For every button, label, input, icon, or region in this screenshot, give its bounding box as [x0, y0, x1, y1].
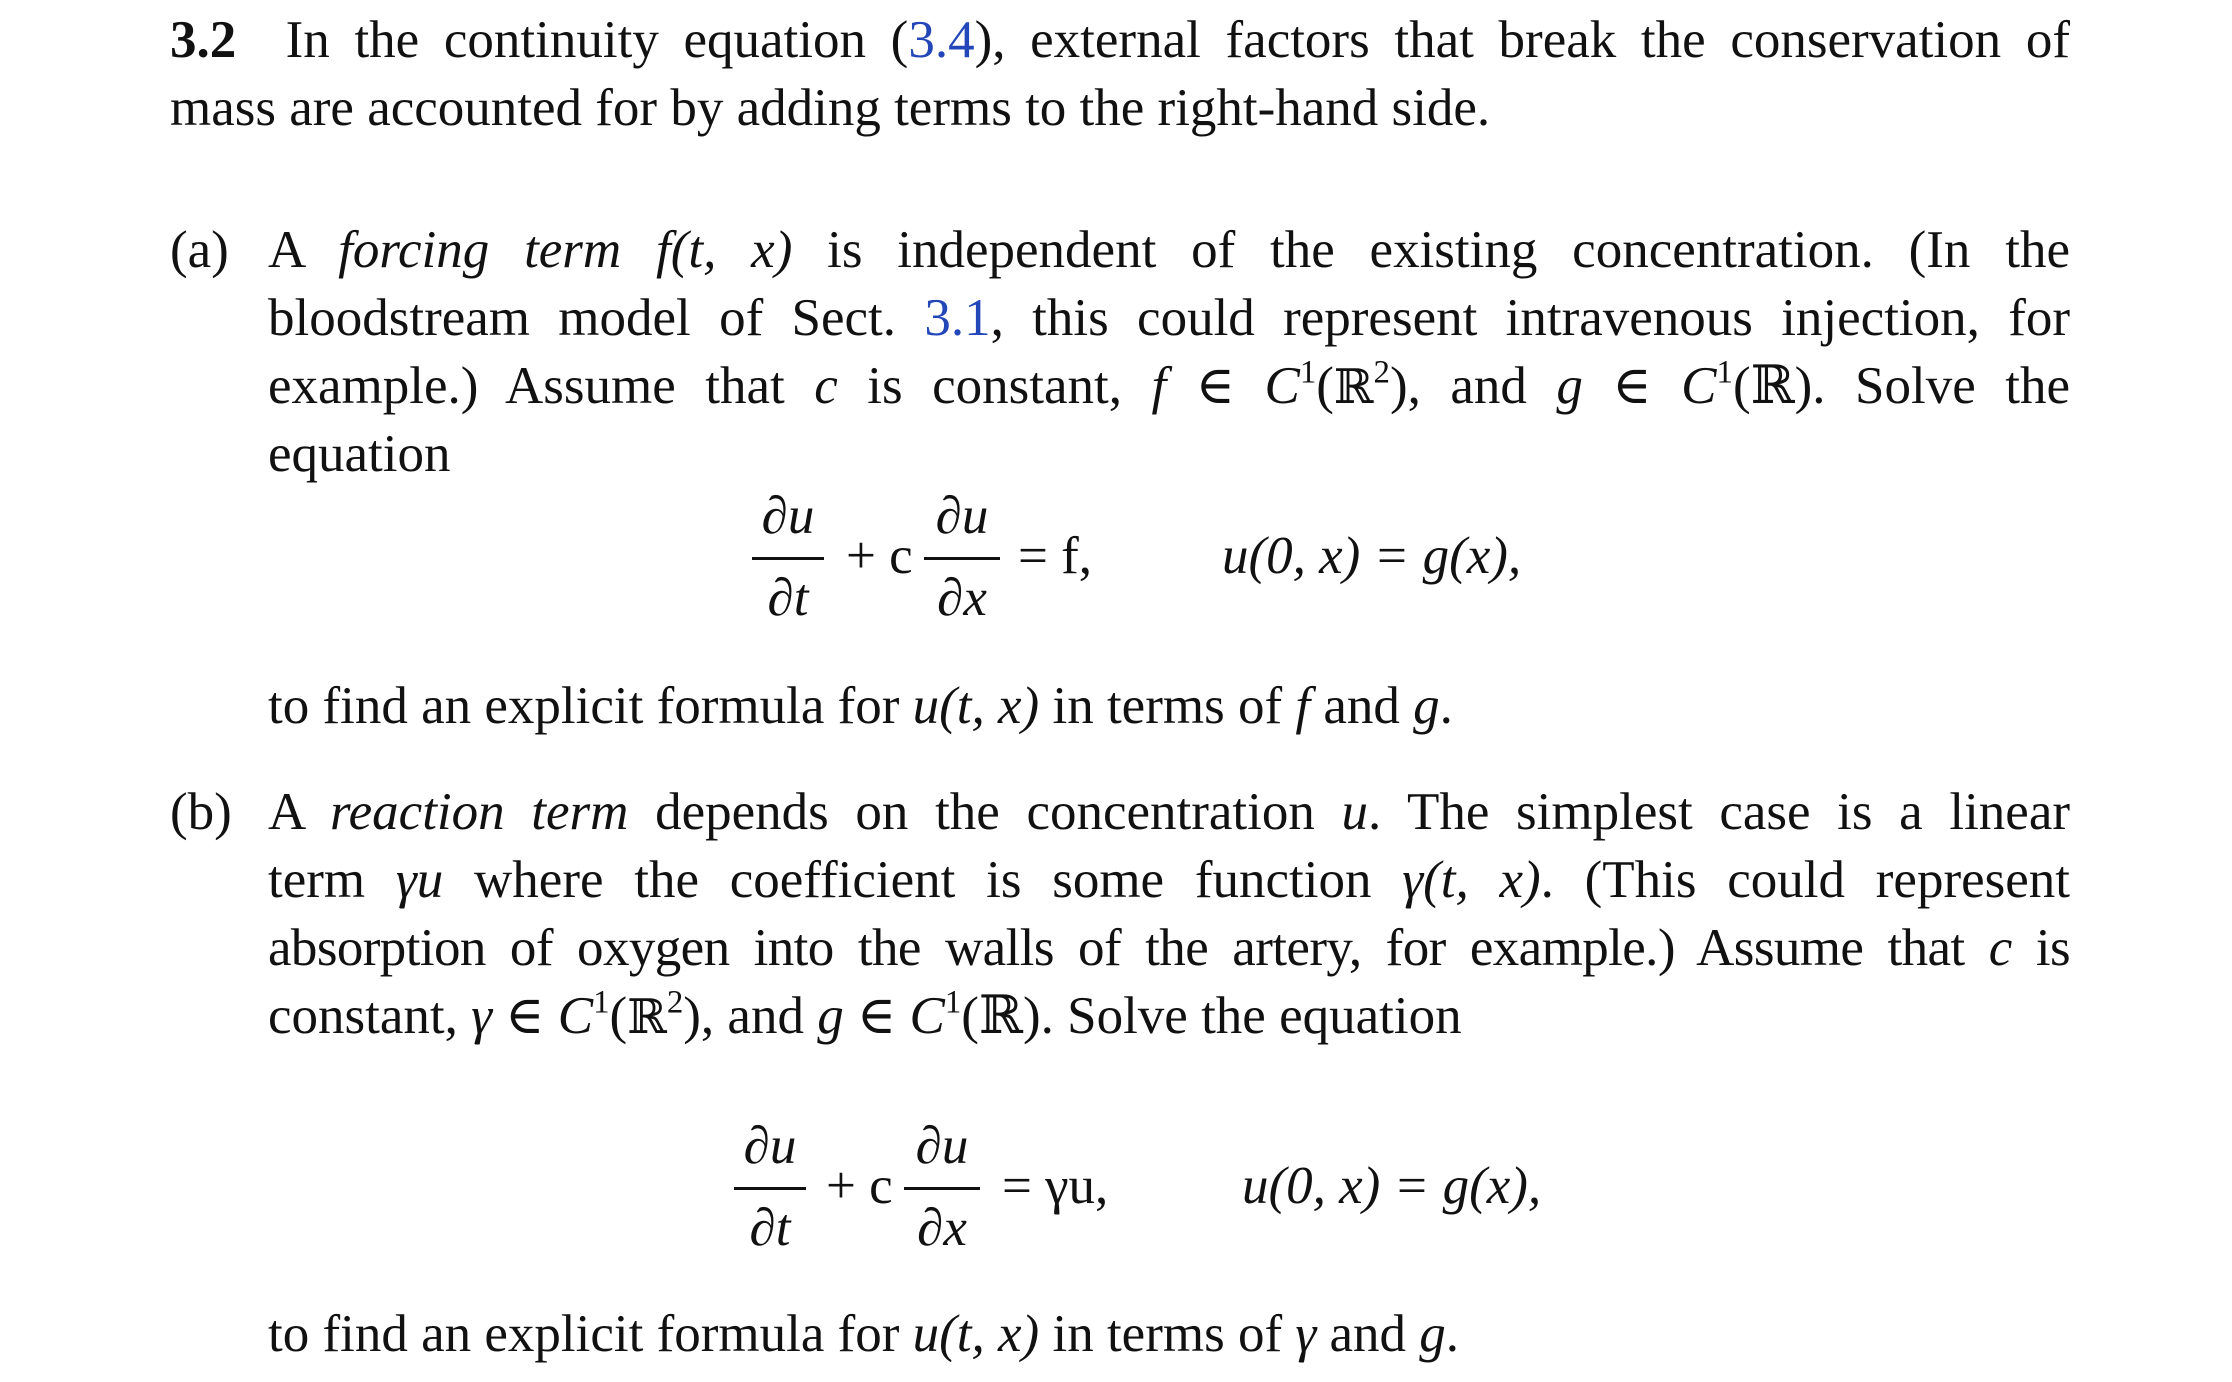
fraction-du-dx-a: ∂u ∂x	[924, 490, 1000, 625]
part-a-line-2: bloodstream model of Sect. 3.1, this could represent intravenous injection, for	[268, 289, 2071, 347]
fraction-du-dx-b: ∂u ∂x	[904, 1120, 980, 1255]
fraction-du-dt-b: ∂u ∂t	[734, 1120, 806, 1255]
part-b-line-1: A reaction term depends on the concentration u. The simplest case is a linear	[268, 783, 2070, 841]
part-b-line-4: constant, γ ∈ $C^1(ℝ^2)$, and g ∈ $C^1(ℝ)$. Solve the equation	[268, 984, 1462, 1045]
plus-c-a: + c	[846, 527, 913, 585]
rhs-a: = f,	[1018, 527, 1093, 585]
forcing-term-emphasis: forcing term	[338, 221, 622, 279]
section-reference-link[interactable]: 3.1	[924, 289, 991, 347]
initial-condition-a: u(0, x) = g(x),	[1222, 527, 1522, 585]
reaction-term-emphasis: reaction term	[330, 783, 629, 841]
part-b-line-2: term γu where the coefficient is some function γ(t, x). (This could represent	[268, 851, 2070, 909]
problem-intro-line-1: 3.2 In the continuity equation (3.4), external factors that break the conservation of	[170, 11, 2070, 69]
plus-c-b: + c	[826, 1157, 893, 1215]
fraction-du-dt-a: ∂u ∂t	[752, 490, 824, 625]
part-a-line-4: equation	[268, 425, 451, 483]
part-a-line-1: A forcing term f(t, x) is independent of the existing concentration. (In the	[268, 221, 2070, 279]
part-b-line-3: absorption of oxygen into the walls of the artery, for example.) Assume that c is	[268, 919, 2070, 977]
part-a-label: (a)	[170, 221, 229, 279]
equation-reference-link[interactable]: 3.4	[908, 11, 975, 69]
problem-intro-line-2: mass are accounted for by adding terms to the right-hand side.	[170, 79, 1491, 137]
part-a-line-3: example.) Assume that c is constant, f ∈ $C^1(ℝ^2)$, and g ∈ $C^1(ℝ)$. Solve the	[268, 354, 2070, 415]
initial-condition-b: u(0, x) = g(x),	[1242, 1157, 1542, 1215]
part-b-final-line: to find an explicit formula for u(t, x) in terms of γ and g.	[268, 1305, 1460, 1363]
part-b-label: (b)	[170, 783, 232, 841]
rhs-b: = γu,	[1002, 1157, 1109, 1215]
problem-number: 3.2	[170, 11, 237, 69]
part-a-final-line: to find an explicit formula for u(t, x) in terms of f and g.	[268, 677, 1453, 735]
